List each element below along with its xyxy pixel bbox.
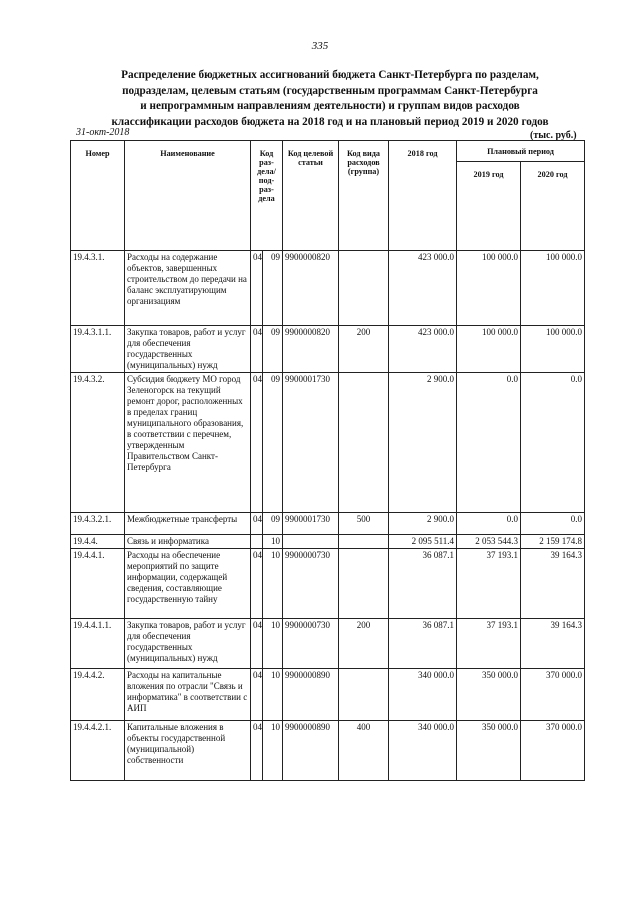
row-name: Расходы на капитальные вложения по отрасли "Связь и информатика" в соответствии с АИП — [125, 669, 251, 721]
row-expense-type — [339, 549, 389, 619]
header-2019: 2019 год — [457, 162, 521, 251]
row-subsection: 10 — [263, 535, 283, 549]
row-target: 9900000890 — [283, 669, 339, 721]
header-name: Наименование — [125, 141, 251, 251]
row-section: 04 — [251, 721, 263, 781]
row-target: 9900000730 — [283, 549, 339, 619]
header-planned-period: Плановый период — [457, 141, 585, 162]
row-subsection: 10 — [263, 721, 283, 781]
row-subsection: 09 — [263, 513, 283, 535]
row-name: Субсидия бюджету МО город Зеленогорск на текущий ремонт дорог, расположенных в пределах границ муниципального образования, в соответствии с перечнем, утвержденным Правительством Санкт-Петербурга — [125, 373, 251, 513]
row-2020: 370 000.0 — [521, 669, 585, 721]
row-section — [251, 535, 263, 549]
row-target: 9900001730 — [283, 513, 339, 535]
document-title — [80, 68, 580, 130]
row-subsection: 09 — [263, 251, 283, 326]
header-2020: 2020 год — [521, 162, 585, 251]
row-number: 19.4.3.2.1. — [71, 513, 125, 535]
header-expense-type: Код вида расходов (группа) — [339, 141, 389, 251]
row-name: Закупка товаров, работ и услуг для обеспечения государственных (муниципальных) нужд — [125, 326, 251, 373]
row-expense-type — [339, 669, 389, 721]
row-subsection: 10 — [263, 619, 283, 669]
row-section: 04 — [251, 549, 263, 619]
row-number: 19.4.4.1. — [71, 549, 125, 619]
row-expense-type — [339, 251, 389, 326]
row-2018: 2 900.0 — [389, 373, 457, 513]
row-number: 19.4.3.1.1. — [71, 326, 125, 373]
row-section: 04 — [251, 619, 263, 669]
table-row — [71, 549, 585, 619]
row-target: 9900000730 — [283, 619, 339, 669]
row-2020: 39 164.3 — [521, 619, 585, 669]
row-section: 04 — [251, 251, 263, 326]
row-name: Расходы на содержание объектов, завершенных строительством до передачи на баланс эксплуатирующим организациям — [125, 251, 251, 326]
row-2018: 423 000.0 — [389, 251, 457, 326]
table-row — [71, 513, 585, 535]
row-target: 9900000890 — [283, 721, 339, 781]
table-row — [71, 619, 585, 669]
document-date: 31-окт-2018 — [76, 127, 130, 138]
header-target: Код целевой статьи — [283, 141, 339, 251]
row-number: 19.4.4.1.1. — [71, 619, 125, 669]
row-2018: 340 000.0 — [389, 721, 457, 781]
budget-table — [70, 140, 585, 781]
row-2018: 340 000.0 — [389, 669, 457, 721]
table-row — [71, 326, 585, 373]
row-number: 19.4.3.2. — [71, 373, 125, 513]
row-2019: 37 193.1 — [457, 549, 521, 619]
row-subsection: 09 — [263, 373, 283, 513]
row-name: Межбюджетные трансферты — [125, 513, 251, 535]
row-section: 04 — [251, 669, 263, 721]
row-expense-type: 500 — [339, 513, 389, 535]
row-2018: 423 000.0 — [389, 326, 457, 373]
row-expense-type: 200 — [339, 619, 389, 669]
table-row — [71, 669, 585, 721]
row-target: 9900000820 — [283, 251, 339, 326]
title-line: классификации расходов бюджета на 2018 год и на плановый период 2019 и 2020 годов — [111, 115, 549, 128]
row-2020: 39 164.3 — [521, 549, 585, 619]
row-subsection: 09 — [263, 326, 283, 373]
row-section: 04 — [251, 326, 263, 373]
row-2020: 2 159 174.8 — [521, 535, 585, 549]
title-line: подразделам, целевым статьям (государственным программам Санкт-Петербурга — [122, 84, 538, 97]
table-row — [71, 251, 585, 326]
row-2020: 0.0 — [521, 373, 585, 513]
row-section: 04 — [251, 513, 263, 535]
row-name: Расходы на обеспечение мероприятий по защите информации, содержащей сведения, составляющие государственную тайну — [125, 549, 251, 619]
row-2020: 0.0 — [521, 513, 585, 535]
page-number: 335 — [311, 40, 329, 52]
row-name: Связь и информатика — [125, 535, 251, 549]
row-name: Капитальные вложения в объекты государственной (муниципальной) собственности — [125, 721, 251, 781]
row-number: 19.4.4.2. — [71, 669, 125, 721]
row-2020: 370 000.0 — [521, 721, 585, 781]
row-2020: 100 000.0 — [521, 326, 585, 373]
row-2018: 36 087.1 — [389, 619, 457, 669]
table-row — [71, 373, 585, 513]
row-2018: 2 095 511.4 — [389, 535, 457, 549]
table-row — [71, 721, 585, 781]
row-2019: 350 000.0 — [457, 721, 521, 781]
row-expense-type: 400 — [339, 721, 389, 781]
title-line: Распределение бюджетных ассигнований бюджета Санкт-Петербурга по разделам, — [121, 69, 539, 81]
row-subsection: 10 — [263, 549, 283, 619]
row-2019: 0.0 — [457, 373, 521, 513]
row-target — [283, 535, 339, 549]
table-row — [71, 535, 585, 549]
row-expense-type — [339, 535, 389, 549]
row-target: 9900001730 — [283, 373, 339, 513]
units-label: (тыс. руб.) — [530, 130, 577, 141]
row-2020: 100 000.0 — [521, 251, 585, 326]
row-2019: 100 000.0 — [457, 326, 521, 373]
row-target: 9900000820 — [283, 326, 339, 373]
header-number: Номер — [71, 141, 125, 251]
row-2019: 100 000.0 — [457, 251, 521, 326]
row-section: 04 — [251, 373, 263, 513]
row-2019: 350 000.0 — [457, 669, 521, 721]
title-line: и непрограммным направлениям деятельности) и группам видов расходов — [140, 100, 520, 112]
row-2019: 2 053 544.3 — [457, 535, 521, 549]
header-2018: 2018 год — [389, 141, 457, 251]
row-name: Закупка товаров, работ и услуг для обеспечения государственных (муниципальных) нужд — [125, 619, 251, 669]
row-2018: 36 087.1 — [389, 549, 457, 619]
row-subsection: 10 — [263, 669, 283, 721]
row-number: 19.4.3.1. — [71, 251, 125, 326]
row-2018: 2 900.0 — [389, 513, 457, 535]
row-expense-type — [339, 373, 389, 513]
row-2019: 0.0 — [457, 513, 521, 535]
row-number: 19.4.4. — [71, 535, 125, 549]
row-2019: 37 193.1 — [457, 619, 521, 669]
header-section: Код раз-дела/ под-раз-дела — [251, 141, 283, 251]
row-number: 19.4.4.2.1. — [71, 721, 125, 781]
row-expense-type: 200 — [339, 326, 389, 373]
